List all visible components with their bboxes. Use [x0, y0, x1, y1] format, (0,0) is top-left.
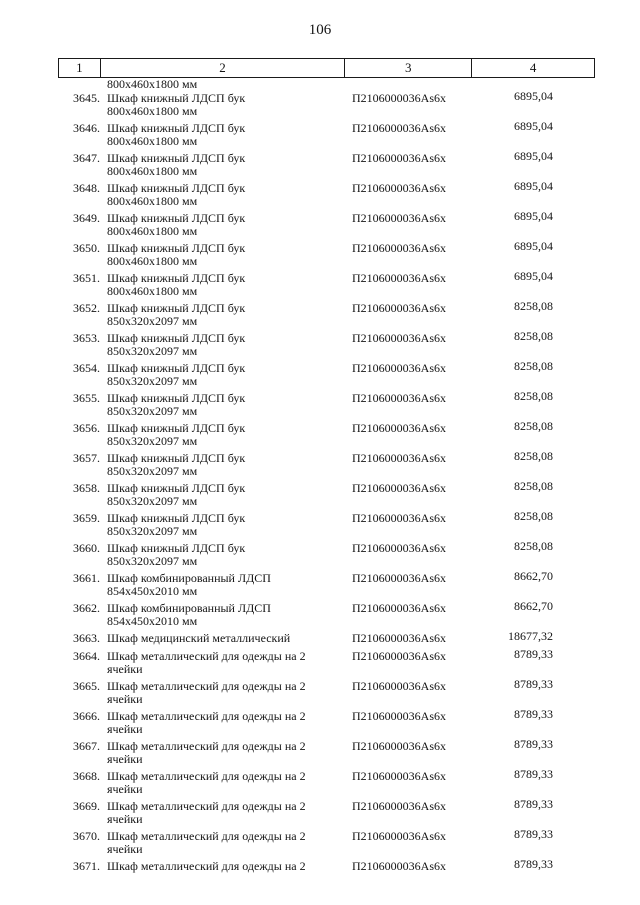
item-name-line: Шкаф книжный ЛДСП бук: [107, 541, 246, 555]
row-number: 3668.: [73, 769, 100, 783]
table-row: [0, 678, 640, 708]
row-number: 3665.: [73, 679, 100, 693]
item-name-line: Шкаф книжный ЛДСП бук: [107, 121, 246, 135]
item-name: [107, 362, 337, 388]
item-name: [107, 272, 337, 298]
item-code: П2106000036Аs6х: [352, 679, 447, 693]
item-name: [107, 122, 337, 148]
item-name-continuation: 850х320х2097 мм: [107, 554, 198, 568]
header-col-4: 4: [472, 59, 595, 78]
item-name-line: Шкаф металлический для одежды на 2: [107, 829, 306, 843]
item-price: 8258,08: [514, 509, 553, 523]
item-name-continuation: 854х450х2010 мм: [107, 584, 198, 598]
table-row: [0, 858, 640, 876]
row-number: 3645.: [73, 91, 100, 105]
table-row: [0, 210, 640, 240]
item-name: [107, 770, 337, 796]
table-row: [0, 798, 640, 828]
item-code: П2106000036Аs6х: [352, 829, 447, 843]
item-price: 8258,08: [514, 389, 553, 403]
item-name: [107, 452, 337, 478]
item-name: [107, 650, 337, 676]
table-row: [0, 420, 640, 450]
item-name-continuation: 850х320х2097 мм: [107, 464, 198, 478]
header-col-3: 3: [345, 59, 472, 78]
item-name-line: Шкаф металлический для одежды на 2: [107, 739, 306, 753]
item-name-continuation: ячейки: [107, 752, 143, 766]
table-body: [0, 78, 640, 876]
item-price: 8258,08: [514, 449, 553, 463]
item-name: [107, 830, 337, 856]
item-price: 6895,04: [514, 149, 553, 163]
row-number: 3650.: [73, 241, 100, 255]
item-price: 6895,04: [514, 269, 553, 283]
table-row: [0, 330, 640, 360]
item-price: 8662,70: [514, 599, 553, 613]
table-row: [0, 630, 640, 648]
item-name: [107, 710, 337, 736]
item-name-line: Шкаф металлический для одежды на 2: [107, 769, 306, 783]
item-code: П2106000036Аs6х: [352, 481, 447, 495]
item-name-line: Шкаф книжный ЛДСП бук: [107, 391, 246, 405]
item-name: [107, 860, 337, 873]
item-name: [107, 302, 337, 328]
item-code: П2106000036Аs6х: [352, 541, 447, 555]
item-name-line: Шкаф металлический для одежды на 2: [107, 709, 306, 723]
item-price: 8662,70: [514, 569, 553, 583]
table-row: [0, 150, 640, 180]
table-row: [0, 648, 640, 678]
item-price: 8258,08: [514, 419, 553, 433]
item-name-line: Шкаф металлический для одежды на 2: [107, 649, 306, 663]
row-number: 3664.: [73, 649, 100, 663]
item-name: [107, 482, 337, 508]
table-row: [0, 738, 640, 768]
item-code: П2106000036Аs6х: [352, 391, 447, 405]
row-number: 3670.: [73, 829, 100, 843]
continuation-line: 800х460х1800 мм: [107, 77, 198, 91]
item-name-line: Шкаф металлический для одежды на 2: [107, 679, 306, 693]
item-name: [107, 242, 337, 268]
item-name-continuation: 850х320х2097 мм: [107, 494, 198, 508]
item-name-continuation: ячейки: [107, 782, 143, 796]
item-price: 8258,08: [514, 359, 553, 373]
item-name: [107, 92, 337, 118]
row-number: 3666.: [73, 709, 100, 723]
item-name-continuation: 850х320х2097 мм: [107, 314, 198, 328]
item-code: П2106000036Аs6х: [352, 301, 447, 315]
row-number: 3648.: [73, 181, 100, 195]
table-row: [0, 600, 640, 630]
item-code: П2106000036Аs6х: [352, 151, 447, 165]
item-name: [107, 212, 337, 238]
item-name-continuation: 800х460х1800 мм: [107, 104, 198, 118]
row-number: 3646.: [73, 121, 100, 135]
item-name: [107, 332, 337, 358]
row-number: 3669.: [73, 799, 100, 813]
item-name: [107, 152, 337, 178]
row-number: 3663.: [73, 631, 100, 645]
item-code: П2106000036Аs6х: [352, 601, 447, 615]
item-code: П2106000036Аs6х: [352, 511, 447, 525]
item-name-continuation: 800х460х1800 мм: [107, 224, 198, 238]
item-name-line: Шкаф книжный ЛДСП бук: [107, 211, 246, 225]
table-row: [0, 270, 640, 300]
item-price: 8789,33: [514, 677, 553, 691]
item-code: П2106000036Аs6х: [352, 181, 447, 195]
item-code: П2106000036Аs6х: [352, 121, 447, 135]
row-number: 3658.: [73, 481, 100, 495]
item-code: П2106000036Аs6х: [352, 331, 447, 345]
item-price: 18677,32: [508, 629, 553, 643]
table-row: [0, 90, 640, 120]
item-code: П2106000036Аs6х: [352, 271, 447, 285]
table-row: [0, 300, 640, 330]
item-price: 8789,33: [514, 767, 553, 781]
item-name-line: Шкаф книжный ЛДСП бук: [107, 181, 246, 195]
row-number: 3651.: [73, 271, 100, 285]
item-price: 6895,04: [514, 239, 553, 253]
item-name-continuation: 800х460х1800 мм: [107, 284, 198, 298]
item-name-line: Шкаф книжный ЛДСП бук: [107, 271, 246, 285]
item-price: 6895,04: [514, 119, 553, 133]
item-code: П2106000036Аs6х: [352, 739, 447, 753]
table-row: [0, 510, 640, 540]
item-name-line: Шкаф медицинский металлический: [107, 631, 291, 645]
item-price: 8258,08: [514, 539, 553, 553]
item-code: П2106000036Аs6х: [352, 211, 447, 225]
header-col-1: 1: [59, 59, 101, 78]
item-name-continuation: 850х320х2097 мм: [107, 374, 198, 388]
item-code: П2106000036Аs6х: [352, 649, 447, 663]
item-name: [107, 680, 337, 706]
item-name-line: Шкаф книжный ЛДСП бук: [107, 361, 246, 375]
item-name: [107, 740, 337, 766]
row-number: 3661.: [73, 571, 100, 585]
item-price: 8789,33: [514, 857, 553, 871]
row-number: 3659.: [73, 511, 100, 525]
row-number: 3671.: [73, 859, 100, 873]
item-code: П2106000036Аs6х: [352, 571, 447, 585]
table-row: [0, 240, 640, 270]
item-name-continuation: 850х320х2097 мм: [107, 434, 198, 448]
item-price: 6895,04: [514, 179, 553, 193]
item-code: П2106000036Аs6х: [352, 91, 447, 105]
row-number: 3662.: [73, 601, 100, 615]
table-row: [0, 480, 640, 510]
row-number: 3649.: [73, 211, 100, 225]
item-name-continuation: ячейки: [107, 722, 143, 736]
table-header: [58, 58, 595, 78]
item-name: [107, 572, 337, 598]
item-name: [107, 392, 337, 418]
table-row: [0, 570, 640, 600]
header-col-2: 2: [100, 59, 345, 78]
item-name-line: Шкаф книжный ЛДСП бук: [107, 91, 246, 105]
item-price: 8789,33: [514, 797, 553, 811]
table-row: [0, 360, 640, 390]
item-name-continuation: ячейки: [107, 812, 143, 826]
item-code: П2106000036Аs6х: [352, 241, 447, 255]
item-name-continuation: 800х460х1800 мм: [107, 164, 198, 178]
row-number: 3647.: [73, 151, 100, 165]
item-name: [107, 422, 337, 448]
item-name: [107, 182, 337, 208]
item-code: П2106000036Аs6х: [352, 709, 447, 723]
item-price: 6895,04: [514, 89, 553, 103]
item-price: 8789,33: [514, 737, 553, 751]
item-name-continuation: 800х460х1800 мм: [107, 194, 198, 208]
item-code: П2106000036Аs6х: [352, 451, 447, 465]
item-code: П2106000036Аs6х: [352, 769, 447, 783]
item-code: П2106000036Аs6х: [352, 361, 447, 375]
table-row: [0, 390, 640, 420]
table-row: [0, 768, 640, 798]
item-price: 6895,04: [514, 209, 553, 223]
table-row: [0, 120, 640, 150]
table-row: [0, 828, 640, 858]
item-name-continuation: 800х460х1800 мм: [107, 254, 198, 268]
row-number: 3656.: [73, 421, 100, 435]
item-name-continuation: 850х320х2097 мм: [107, 404, 198, 418]
item-name-line: Шкаф книжный ЛДСП бук: [107, 241, 246, 255]
item-name: [107, 800, 337, 826]
item-name-line: Шкаф комбинированный ЛДСП: [107, 571, 271, 585]
item-price: 8789,33: [514, 827, 553, 841]
item-price: 8258,08: [514, 299, 553, 313]
item-name-continuation: 850х320х2097 мм: [107, 524, 198, 538]
item-name-line: Шкаф металлический для одежды на 2: [107, 799, 306, 813]
row-number: 3652.: [73, 301, 100, 315]
row-number: 3657.: [73, 451, 100, 465]
item-code: П2106000036Аs6х: [352, 799, 447, 813]
item-name-line: Шкаф книжный ЛДСП бук: [107, 151, 246, 165]
item-name: [107, 632, 337, 645]
row-number: 3654.: [73, 361, 100, 375]
item-name-line: Шкаф книжный ЛДСП бук: [107, 301, 246, 315]
item-name-line: Шкаф комбинированный ЛДСП: [107, 601, 271, 615]
row-number: 3660.: [73, 541, 100, 555]
item-name-continuation: ячейки: [107, 662, 143, 676]
item-code: П2106000036Аs6х: [352, 421, 447, 435]
item-name: [107, 512, 337, 538]
row-number: 3667.: [73, 739, 100, 753]
table-row: [0, 708, 640, 738]
item-price: 8258,08: [514, 329, 553, 343]
item-name-line: Шкаф книжный ЛДСП бук: [107, 481, 246, 495]
item-name-continuation: 854х450х2010 мм: [107, 614, 198, 628]
item-name-line: Шкаф книжный ЛДСП бук: [107, 511, 246, 525]
table-row: [0, 540, 640, 570]
item-name-continuation: 800х460х1800 мм: [107, 134, 198, 148]
item-name-line: Шкаф книжный ЛДСП бук: [107, 331, 246, 345]
row-number: 3655.: [73, 391, 100, 405]
item-name-line: Шкаф книжный ЛДСП бук: [107, 421, 246, 435]
item-name: [107, 542, 337, 568]
item-price: 8789,33: [514, 707, 553, 721]
table-row: [0, 180, 640, 210]
row-number: 3653.: [73, 331, 100, 345]
table-row: [0, 450, 640, 480]
item-code: П2106000036Аs6х: [352, 859, 447, 873]
item-name-line: Шкаф металлический для одежды на 2: [107, 859, 306, 873]
item-name-line: Шкаф книжный ЛДСП бук: [107, 451, 246, 465]
item-name-continuation: ячейки: [107, 842, 143, 856]
item-name-continuation: ячейки: [107, 692, 143, 706]
item-price: 8258,08: [514, 479, 553, 493]
page-number: 106: [308, 22, 332, 38]
item-price: 8789,33: [514, 647, 553, 661]
item-name-continuation: 850х320х2097 мм: [107, 344, 198, 358]
item-code: П2106000036Аs6х: [352, 631, 447, 645]
item-name: [107, 602, 337, 628]
